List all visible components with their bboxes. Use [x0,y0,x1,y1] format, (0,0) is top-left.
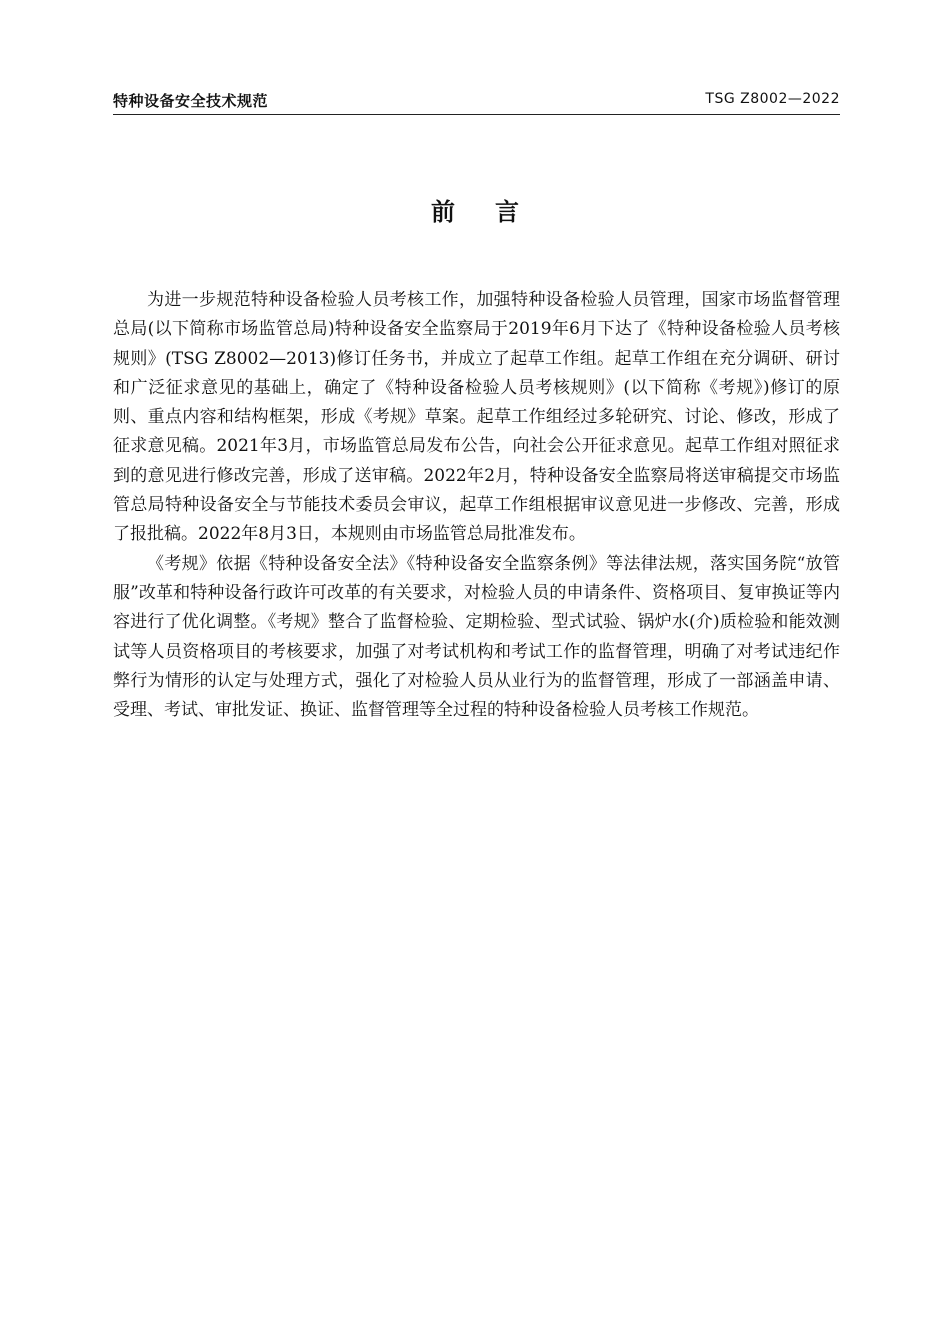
preface-body [113,286,840,725]
paragraph-1: 为进一步规范特种设备检验人员考核工作，加强特种设备检验人员管理，国家市场监督管理总局(以下简称市场监管总局)特种设备安全监察局于2019年6月下达了《特种设备检验人员考核规则》(TSG Z8002—2013)修订任务书，并成立了起草工作组。起草工作组在充分调研、研讨和广泛征求意见的基础上，确定了《特种设备检验人员考核规则》(以下简称《考规》)修订的原则、重点内容和结构框架，形成《考规》草案。起草工作组经过多轮研究、讨论、修改，形成了征求意见稿。2021年3月，市场监管总局发布公告，向社会公开征求意见。起草工作组对照征求到的意见进行修改完善，形成了送审稿。2022年2月，特种设备安全监察局将送审稿提交市场监管总局特种设备安全与节能技术委员会审议，起草工作组根据审议意见进一步修改、完善，形成了报批稿。2022年8月3日，本规则由市场监管总局批准发布。 [113,290,840,545]
page-title: 前言 [431,198,559,226]
header-standard-category: 特种设备安全技术规范 [113,92,269,110]
page-header [113,90,840,115]
paragraph-2: 《考规》依据《特种设备安全法》《特种设备安全监察条例》等法律法规，落实国务院“放管服”改革和特种设备行政许可改革的有关要求，对检验人员的申请条件、资格项目、复审换证等内容进行了优化调整。《考规》整合了监督检验、定期检验、型式试验、锅炉水(介)质检验和能效测试等人员资格项目的考核要求，加强了对考试机构和考试工作的监督管理，明确了对考试违纪作弊行为情形的认定与处理方式，强化了对检验人员从业行为的监督管理，形成了一部涵盖申请、受理、考试、审批发证、换证、监督管理等全过程的特种设备检验人员考核工作规范。 [113,553,840,721]
header-standard-code: TSG Z8002—2022 [705,91,840,107]
